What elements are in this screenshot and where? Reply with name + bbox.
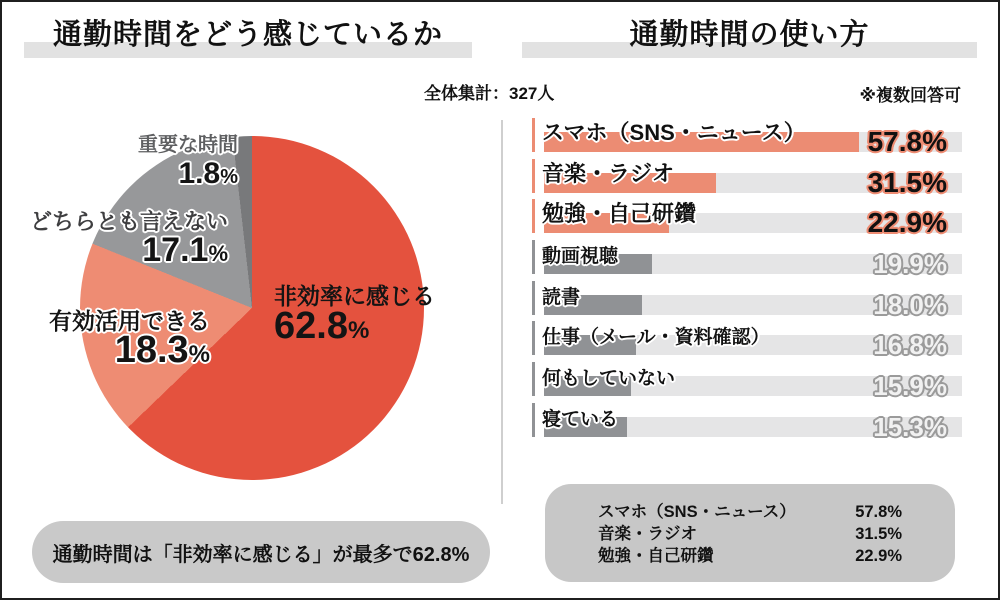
bar-value-label: 19.9% bbox=[873, 248, 947, 279]
summary-row bbox=[598, 545, 902, 567]
summary-row-label: 音楽・ラジオ bbox=[598, 525, 697, 543]
bar-row bbox=[532, 278, 962, 318]
bar-category-label: 何もしていない bbox=[542, 367, 676, 389]
section-divider bbox=[501, 120, 503, 504]
pie-summary-text: 通勤時間は「非効率に感じる」が最多で62.8% bbox=[52, 543, 470, 566]
pie-slice-label bbox=[49, 308, 210, 373]
bar-row bbox=[532, 196, 962, 239]
bar-category-label: 勉強・自己研鑽 bbox=[542, 201, 697, 227]
summary-row-label: スマホ（SNS・ニュース） bbox=[598, 503, 796, 521]
bar-value-label: 15.9% bbox=[873, 370, 947, 401]
bar-category-label: 読書 bbox=[542, 286, 581, 308]
bar-left-tick bbox=[532, 118, 535, 152]
bar-left-tick bbox=[532, 240, 535, 274]
summary-row-value: 31.5% bbox=[855, 525, 902, 543]
bar-row bbox=[532, 115, 962, 155]
bar-value-label: 31.5% bbox=[867, 166, 947, 198]
pie-slice-name: 重要な時間 bbox=[138, 134, 238, 156]
bar-left-tick bbox=[532, 362, 535, 396]
right-panel-title: 通勤時間の使い方 bbox=[629, 19, 870, 51]
pie-slice-label bbox=[274, 283, 435, 349]
bar-row bbox=[532, 400, 962, 440]
bar-row bbox=[532, 237, 962, 277]
left-title-block bbox=[24, 2, 472, 62]
bar-value-label: 18.0% bbox=[873, 289, 947, 320]
bar-category-label: スマホ（SNS・ニュース） bbox=[542, 120, 806, 145]
pie-slice-label bbox=[30, 209, 228, 270]
pie-slice-name: 有効活用できる bbox=[49, 308, 210, 334]
bar-left-tick bbox=[532, 321, 535, 355]
multiple-answers-note: ※複数回答可 bbox=[859, 86, 961, 105]
bar-category-label: 音楽・ラジオ bbox=[542, 160, 675, 186]
bar-value-label: 16.8% bbox=[873, 330, 947, 361]
bar-row bbox=[532, 318, 962, 361]
bar-value-label: 22.9% bbox=[867, 207, 947, 239]
bar-left-tick bbox=[532, 199, 535, 233]
bar-category-label: 仕事（メール・資料確認） bbox=[542, 327, 770, 349]
bar-value-label: 15.3% bbox=[873, 411, 947, 442]
summary-row bbox=[598, 501, 902, 523]
right-title-block bbox=[522, 2, 977, 62]
pie-slice-value: 62.8% bbox=[274, 305, 370, 347]
bar-left-tick bbox=[532, 159, 535, 193]
summary-row bbox=[598, 523, 902, 545]
summary-row-value: 22.9% bbox=[855, 547, 902, 565]
pie-slice-value: 17.1% bbox=[142, 231, 228, 269]
total-respondents-label: 全体集計：327人 bbox=[424, 84, 555, 103]
left-panel-title: 通勤時間をどう感じているか bbox=[52, 19, 443, 51]
bar-row bbox=[532, 156, 962, 196]
pie-slice-name: 非効率に感じる bbox=[274, 283, 435, 309]
bar-left-tick bbox=[532, 281, 535, 315]
pie-slice-value: 18.3% bbox=[114, 329, 210, 371]
bar-summary-box bbox=[545, 484, 955, 582]
bar-category-label: 寝ている bbox=[542, 408, 619, 430]
summary-row-value: 57.8% bbox=[855, 503, 902, 521]
bar-chart bbox=[532, 115, 962, 441]
bar-row bbox=[532, 359, 962, 399]
bar-value-label: 57.8% bbox=[867, 126, 947, 157]
pie-slice-label bbox=[138, 134, 238, 192]
summary-row-label: 勉強・自己研鑽 bbox=[598, 547, 714, 565]
pie-slice-value: 1.8% bbox=[178, 157, 238, 190]
bar-category-label: 動画視聴 bbox=[542, 245, 619, 267]
bar-left-tick bbox=[532, 403, 535, 437]
pie-slice-name: どちらとも言えない bbox=[29, 209, 228, 234]
pie-summary-pill bbox=[32, 521, 490, 583]
